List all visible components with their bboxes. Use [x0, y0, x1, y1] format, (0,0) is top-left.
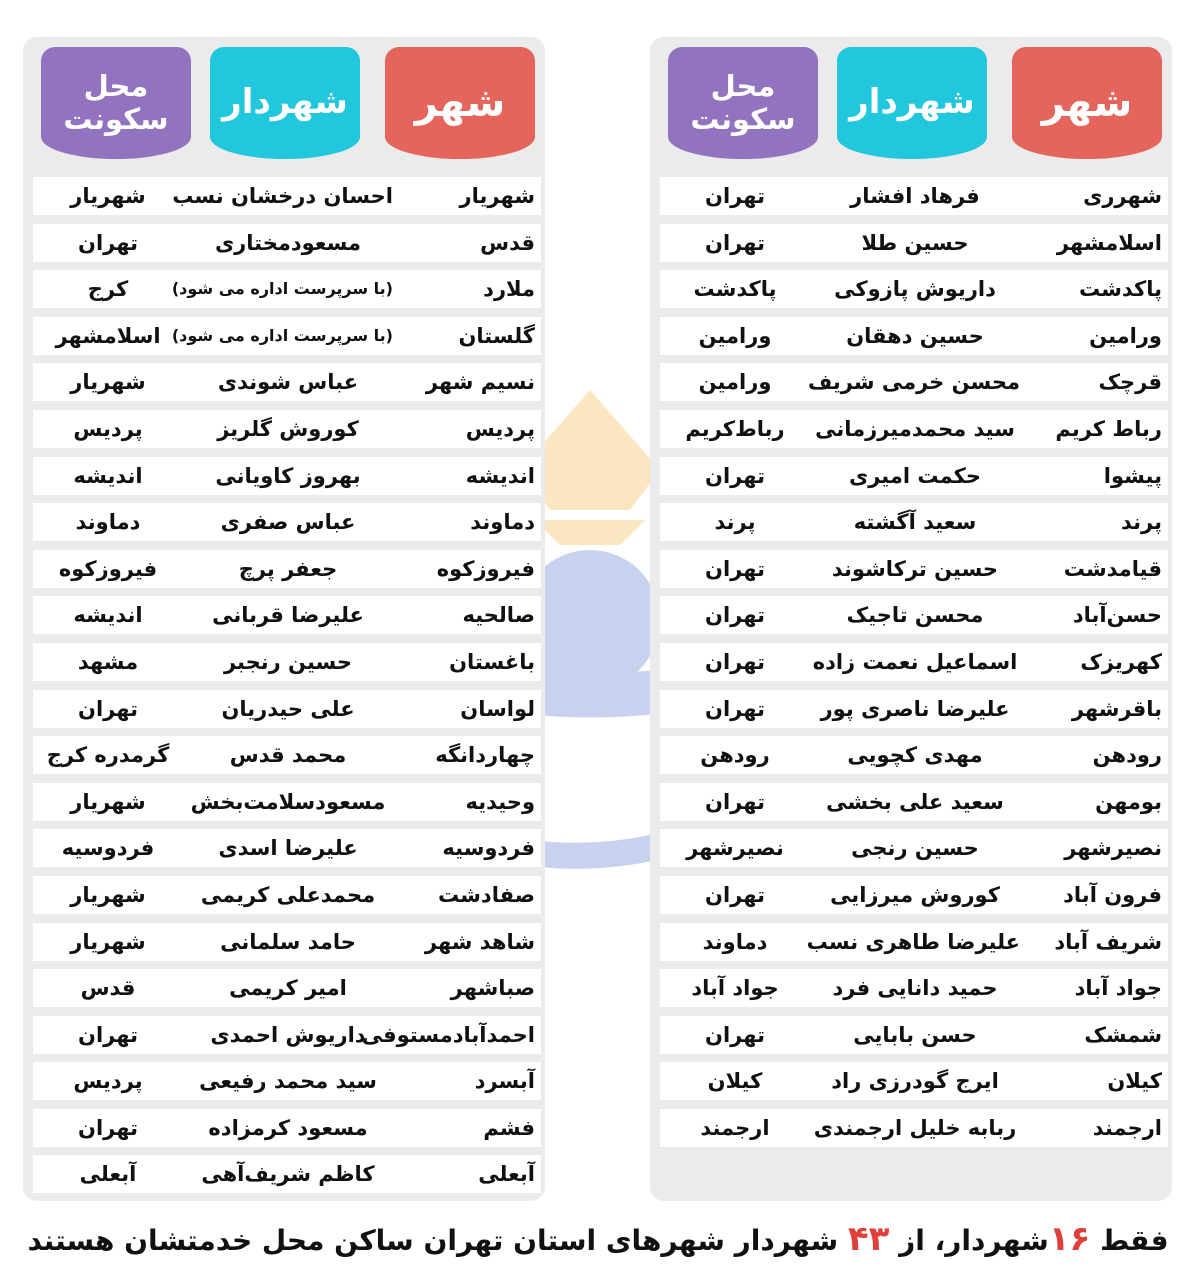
city-cell: لواسان	[460, 696, 535, 721]
table-row	[33, 177, 541, 215]
table-row	[660, 736, 1168, 774]
table-row	[660, 457, 1168, 495]
mayor-cell: کاظم شریف‌آهی	[201, 1162, 375, 1187]
table-row	[33, 829, 541, 867]
city-cell: صالحیه	[462, 603, 535, 628]
table-row	[33, 690, 541, 728]
residence-cell: ورامین	[698, 370, 772, 395]
city-cell: کیلان	[1107, 1069, 1162, 1094]
city-cell: شهرری	[1083, 184, 1162, 208]
city-cell: پرند	[1121, 510, 1162, 535]
city-cell: کهریزک	[1080, 649, 1162, 674]
table-row	[33, 1155, 541, 1193]
residence-cell: اسلامشهر	[55, 323, 161, 348]
right-table-rows	[660, 177, 1168, 1155]
mayor-cell: علیرضا قربانی	[212, 603, 364, 628]
mayor-cell: حسن بابایی	[853, 1022, 977, 1047]
residence-cell: تهران	[705, 603, 765, 628]
city-cell: اسلامشهر	[1056, 230, 1162, 255]
table-row	[660, 363, 1168, 401]
city-cell: فرون آباد	[1063, 882, 1162, 907]
table-row	[33, 643, 541, 681]
residence-cell: نصیرشهر	[686, 836, 784, 861]
table-row	[660, 270, 1168, 308]
city-cell: باغستان	[449, 649, 535, 674]
mayor-cell: محسن تاجیک	[846, 603, 984, 628]
table-row	[660, 1109, 1168, 1147]
residence-cell: کیلان	[707, 1069, 763, 1094]
city-cell: ورامین	[1089, 323, 1162, 348]
city-cell: صفادشت	[438, 882, 535, 907]
city-cell: فیروزکوه	[436, 556, 535, 581]
city-cell: حسن‌آباد	[1072, 603, 1162, 628]
mayor-cell: حسین طلا	[861, 230, 969, 255]
mayor-cell: (با سرپرست اداره می شود)	[171, 325, 393, 345]
header-mayor: شهردار	[210, 47, 360, 159]
residence-cell: تهران	[78, 1022, 138, 1047]
table-row	[33, 1016, 541, 1054]
city-cell: رودهن	[1092, 743, 1162, 768]
table-row	[660, 224, 1168, 262]
table-row	[33, 317, 541, 355]
residence-cell: گرمدره کرج	[46, 743, 170, 768]
city-cell: پردیس	[465, 416, 535, 441]
table-row	[660, 876, 1168, 914]
city-cell: فردوسیه	[442, 836, 535, 861]
table-row	[660, 410, 1168, 448]
residence-cell: تهران	[78, 230, 138, 255]
mayor-cell: مهدی کچویی	[847, 743, 983, 768]
table-row	[660, 969, 1168, 1007]
mayor-cell: داریوش احمدی	[210, 1022, 366, 1047]
residence-cell: پردیس	[73, 416, 143, 441]
city-cell: شاهد شهر	[424, 929, 535, 954]
caption-number-16: ۱۶	[1048, 1219, 1091, 1259]
residence-cell: آبعلی	[79, 1162, 137, 1187]
mayor-cell: علیرضا طاهری نسب	[806, 929, 1020, 954]
table-row	[660, 596, 1168, 634]
city-cell: آبسرد	[474, 1069, 535, 1094]
table-row	[660, 783, 1168, 821]
mayor-cell: داریوش پازوکی	[834, 277, 996, 302]
residence-cell: تهران	[705, 463, 765, 488]
mayor-cell: حسین رنجبر	[223, 649, 353, 674]
city-cell: شمشک	[1084, 1022, 1162, 1047]
table-row	[33, 270, 541, 308]
mayor-cell: عباس صفری	[220, 510, 356, 535]
residence-cell: تهران	[705, 184, 765, 208]
residence-cell: اندیشه	[73, 603, 143, 628]
mayor-cell: امیر کریمی	[229, 976, 347, 1001]
mayor-cell: محمد قدس	[229, 743, 347, 768]
city-cell: دماوند	[470, 510, 535, 535]
city-cell: باقرشهر	[1071, 696, 1162, 721]
left-table-panel	[23, 37, 545, 1201]
residence-cell: دماوند	[702, 929, 768, 954]
table-row	[33, 596, 541, 634]
mayor-cell: سعید علی بخشی	[826, 789, 1004, 814]
table-row	[33, 410, 541, 448]
city-cell: نصیرشهر	[1064, 836, 1162, 861]
residence-cell: رباط‌کریم	[685, 416, 785, 441]
residence-cell: اندیشه	[73, 463, 143, 488]
table-row	[33, 363, 541, 401]
table-row	[33, 923, 541, 961]
city-cell: بومهن	[1095, 789, 1162, 814]
table-row	[660, 503, 1168, 541]
residence-cell: کرج	[87, 277, 129, 302]
table-row	[660, 550, 1168, 588]
residence-cell: رودهن	[700, 743, 770, 768]
residence-cell: شهریار	[70, 882, 146, 907]
city-cell: اندیشه	[465, 463, 535, 488]
mayor-cell: سعید آگشته	[853, 510, 977, 535]
table-row	[660, 829, 1168, 867]
city-cell: وحیدیه	[465, 789, 535, 814]
table-row	[660, 177, 1168, 215]
city-cell: شریف آباد	[1054, 929, 1162, 954]
mayor-cell: حمید دانایی فرد	[832, 976, 998, 1001]
mayor-cell: سید محمد رفیعی	[199, 1069, 377, 1094]
mayor-cell: حسین ترکاشوند	[831, 556, 999, 581]
city-cell: آبعلی	[478, 1162, 535, 1187]
residence-cell: مشهد	[77, 649, 139, 674]
city-cell: گلستان	[458, 323, 535, 348]
mayor-cell: حامد سلمانی	[220, 929, 356, 954]
mayor-cell: حکمت امیری	[848, 463, 982, 488]
residence-cell: شهریار	[70, 929, 146, 954]
residence-cell: جواد آباد	[691, 976, 779, 1001]
residence-cell: دماوند	[75, 510, 141, 535]
table-row	[660, 643, 1168, 681]
residence-cell: پردیس	[73, 1069, 143, 1094]
residence-cell: پرند	[714, 510, 756, 535]
mayor-cell: مسعود کرمزاده	[208, 1115, 368, 1140]
residence-cell: شهریار	[70, 184, 146, 208]
right-table-panel	[650, 37, 1172, 1201]
table-row	[33, 457, 541, 495]
mayor-cell: محسن خرمی شریف	[807, 370, 1020, 395]
caption-part2: شهردار، از	[899, 1224, 1049, 1257]
residence-cell: شهریار	[70, 789, 146, 814]
residence-cell: تهران	[78, 696, 138, 721]
table-row	[33, 969, 541, 1007]
city-cell: قدس	[480, 230, 535, 255]
residence-cell: ورامین	[698, 323, 772, 348]
mayor-cell: اسماعیل نعمت زاده	[812, 649, 1018, 674]
header-city: شهر	[1012, 47, 1162, 159]
header-city: شهر	[385, 47, 535, 159]
caption-part3: شهردار شهرهای استان تهران ساکن محل خدمتشان هستند	[27, 1224, 839, 1257]
city-cell: پیشوا	[1103, 463, 1162, 488]
residence-cell: قدس	[80, 976, 136, 1001]
mayor-cell: مسعودمختاری	[214, 230, 362, 255]
city-cell: فشم	[483, 1115, 535, 1140]
residence-cell: ارجمند	[700, 1115, 770, 1140]
table-row	[660, 1016, 1168, 1054]
header-residence: محل سکونت	[41, 47, 191, 159]
mayor-cell: حسین دهقان	[846, 323, 984, 348]
mayor-cell: (با سرپرست اداره می شود)	[171, 279, 393, 299]
residence-cell: تهران	[705, 789, 765, 814]
mayor-cell: سید محمدمیرزمانی	[815, 416, 1015, 441]
city-cell: شهریار	[459, 184, 535, 208]
mayor-cell: علیرضا ناصری پور	[820, 696, 1010, 721]
table-row	[33, 876, 541, 914]
mayor-cell: کوروش میرزایی	[830, 882, 1000, 907]
mayor-cell: ایرج گودرزی راد	[831, 1069, 999, 1094]
table-row	[33, 550, 541, 588]
residence-cell: تهران	[705, 556, 765, 581]
table-row	[660, 1062, 1168, 1100]
residence-cell: فیروزکوه	[58, 556, 158, 581]
caption-number-43: ۴۳	[847, 1219, 890, 1259]
caption-part1: فقط	[1100, 1224, 1169, 1257]
table-row	[33, 736, 541, 774]
city-cell: صباشهر	[450, 976, 535, 1001]
mayor-cell: فرهاد افشار	[850, 184, 980, 208]
caption	[0, 1214, 1196, 1264]
table-row	[33, 1062, 541, 1100]
header-residence: محل سکونت	[668, 47, 818, 159]
mayor-cell: احسان درخشان نسب	[172, 184, 393, 208]
mayor-cell: حسین رنجی	[851, 836, 979, 861]
table-row	[660, 317, 1168, 355]
city-cell: احمدآبادمستوفی	[361, 1022, 535, 1047]
table-row	[33, 783, 541, 821]
table-row	[33, 224, 541, 262]
residence-cell: تهران	[78, 1115, 138, 1140]
city-cell: ارجمند	[1092, 1115, 1162, 1140]
right-table-headers	[650, 47, 1172, 167]
residence-cell: پاکدشت	[693, 277, 777, 302]
mayor-cell: محمدعلی کریمی	[200, 882, 376, 907]
mayor-cell: علیرضا اسدی	[218, 836, 358, 861]
table-row	[33, 1109, 541, 1147]
residence-cell: تهران	[705, 1022, 765, 1047]
city-cell: پاکدشت	[1079, 277, 1162, 302]
city-cell: قیامدشت	[1063, 556, 1162, 581]
city-cell: رباط کریم	[1055, 416, 1162, 441]
city-cell: ملارد	[483, 277, 535, 302]
table-row	[660, 923, 1168, 961]
city-cell: چهاردانگه	[435, 743, 535, 768]
mayor-cell: ربابه خلیل ارجمندی	[813, 1115, 1017, 1140]
residence-cell: تهران	[705, 649, 765, 674]
residence-cell: فردوسیه	[61, 836, 155, 861]
mayor-cell: عباس شوندی	[217, 370, 359, 395]
table-row	[660, 690, 1168, 728]
table-row	[33, 503, 541, 541]
residence-cell: تهران	[705, 882, 765, 907]
city-cell: قرچک	[1098, 370, 1162, 395]
city-cell: جواد آباد	[1074, 976, 1162, 1001]
mayor-cell: جعفر پرچ	[238, 556, 338, 581]
left-table-headers	[23, 47, 545, 167]
mayor-cell: مسعودسلامت‌بخش	[190, 789, 386, 814]
city-cell: نسیم شهر	[425, 370, 535, 395]
residence-cell: تهران	[705, 696, 765, 721]
header-mayor: شهردار	[837, 47, 987, 159]
residence-cell: شهریار	[70, 370, 146, 395]
residence-cell: تهران	[705, 230, 765, 255]
mayor-cell: کوروش گلریز	[217, 416, 359, 441]
mayor-cell: علی حیدریان	[221, 696, 355, 721]
mayor-cell: بهروز کاویانی	[215, 463, 361, 488]
left-table-rows	[33, 177, 541, 1202]
